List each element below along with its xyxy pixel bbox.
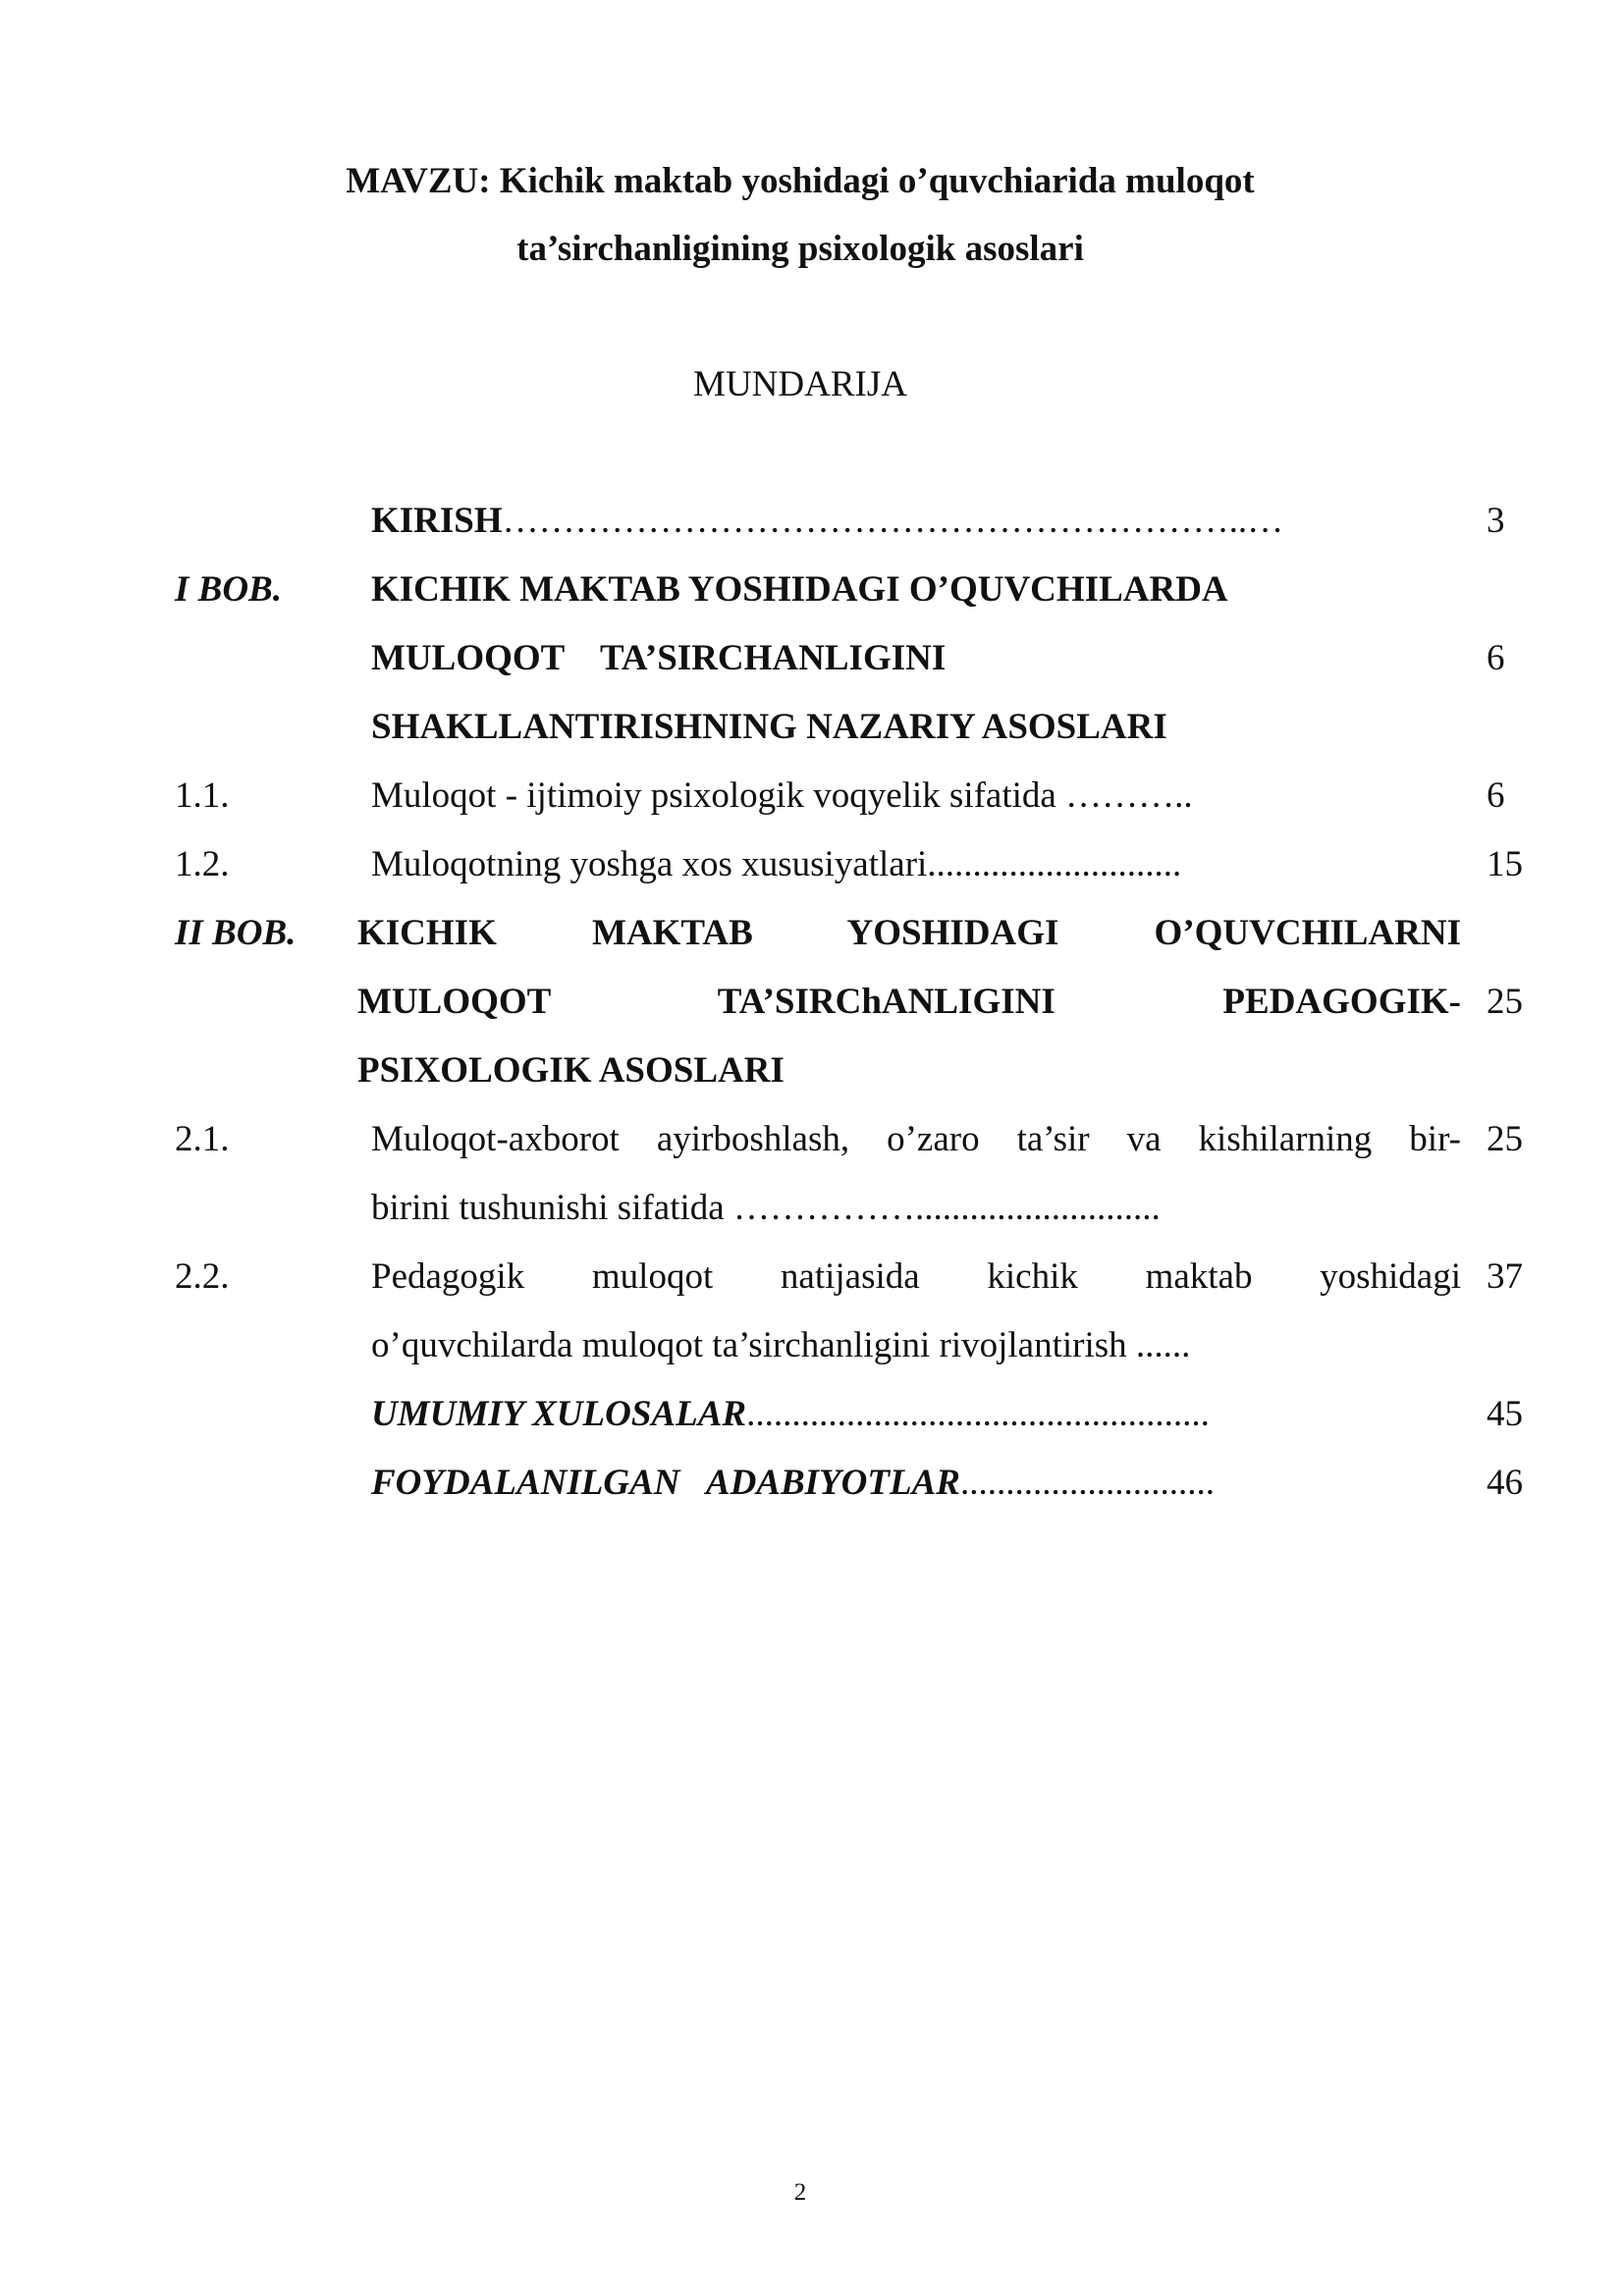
toc-entry-label: KIRISH (371, 501, 503, 541)
toc-section-title-line: o’quvchilarda muloqot ta’sirchanligini rivojlantirish ...... (371, 1325, 1191, 1365)
toc-section-title-line: birini tushunishi sifatida ……………........................... (371, 1188, 1161, 1228)
toc-chapter-number: I BOB. (175, 569, 282, 610)
toc-page-number: 46 (1487, 1463, 1523, 1503)
toc-entry-text (371, 1380, 1461, 1449)
toc-leader-dots: ............................ (959, 1463, 1215, 1503)
toc-section-title-line: Pedagogik muloqot natijasida kichik maktab yoshidagi (371, 1256, 1461, 1297)
toc-section-number: 2.1. (175, 1119, 230, 1159)
toc-page-number: 6 (1487, 775, 1505, 816)
toc-chapter-title (371, 556, 1461, 762)
toc-page-number: 15 (1487, 844, 1523, 884)
toc-entry-label: FOYDALANILGAN ADABIYOTLAR (371, 1463, 960, 1503)
title-line-1: MAVZU: Kichik maktab yoshidagi o’quvchiarida muloqot (346, 161, 1255, 201)
toc-section-number: 1.1. (175, 775, 230, 816)
toc-chapter-title-line: SHAKLLANTIRISHNING NAZARIY ASOSLARI (371, 707, 1167, 747)
toc-chapter-title-line: KICHIK MAKTAB YOSHIDAGI O’QUVCHILARNI (357, 913, 1461, 953)
toc-chapter-title (357, 899, 1461, 1105)
toc-page-number: 25 (1487, 982, 1523, 1022)
toc-page-number: 45 (1487, 1394, 1523, 1434)
toc-section-title (371, 1105, 1461, 1243)
toc-chapter-title-line: KICHIK MAKTAB YOSHIDAGI O’QUVCHILARDA (371, 569, 1228, 610)
title-line-2: ta’sirchanligining psixologik asoslari (516, 229, 1084, 269)
toc-page-number: 6 (1487, 638, 1505, 678)
toc-section-title-line: Muloqot-axborot ayirboshlash, o’zaro ta’sir va kishilarning bir- (371, 1119, 1461, 1159)
toc-section-title (371, 1243, 1461, 1380)
toc-section-number: 1.2. (175, 844, 230, 884)
toc-chapter-title-line: MULOQOT TA’SIRChANLIGINI PEDAGOGIK- (357, 982, 1461, 1022)
toc-entry-text (371, 487, 1461, 556)
toc-section-number: 2.2. (175, 1256, 230, 1297)
toc-page-number: 3 (1487, 501, 1505, 541)
toc-entry-text (371, 1449, 1461, 1518)
toc-page-number: 25 (1487, 1119, 1523, 1159)
page-number: 2 (793, 2179, 807, 2206)
toc-leader-dots: ................................................... (746, 1394, 1210, 1434)
toc-entry-label: UMUMIY XULOSALAR (371, 1394, 747, 1434)
toc-section-title: Muloqotning yoshga xos xususiyatlari............................ (371, 844, 1182, 884)
toc-section-title: Muloqot - ijtimoiy psixologik voqyelik sifatida ……….. (371, 775, 1193, 816)
toc-chapter-title-line: PSIXOLOGIK ASOSLARI (357, 1050, 785, 1091)
contents-heading: MUNDARIJA (693, 364, 907, 404)
toc-chapter-title-line: MULOQOT TA’SIRCHANLIGINI (371, 638, 947, 678)
toc-chapter-number: II BOB. (175, 913, 297, 953)
toc-leader-dots: ……………………………………………………..… (502, 501, 1284, 541)
toc-page-number: 37 (1487, 1256, 1523, 1297)
